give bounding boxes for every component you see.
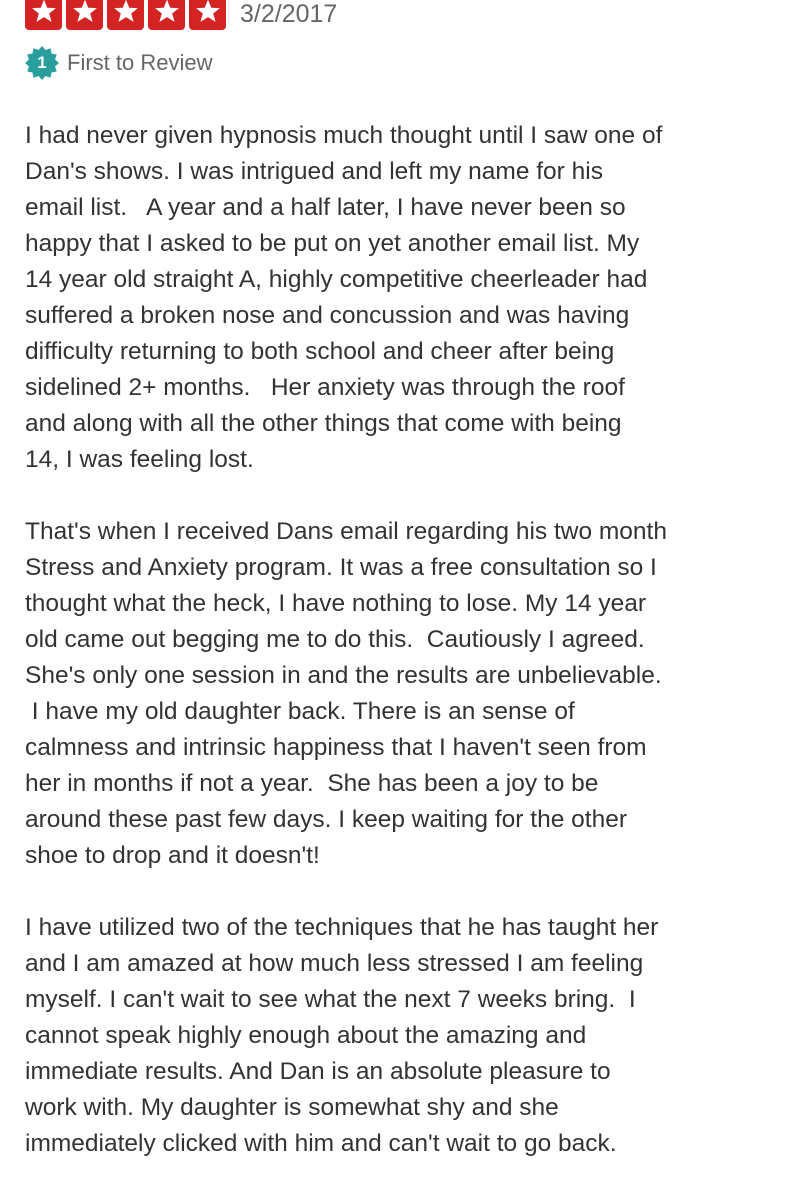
review-line: happy that I asked to be put on yet another email list. My <box>25 230 640 257</box>
review-line: calmness and intrinsic happiness that I haven't seen from <box>25 734 647 761</box>
review-date: 3/2/2017 <box>240 0 338 28</box>
review-line: She's only one session in and the results are unbelievable. <box>25 662 662 689</box>
review-line: and I am amazed at how much less stressed I am feeling <box>25 950 644 977</box>
star-rating <box>25 0 337 30</box>
stars <box>25 0 230 30</box>
star-icon <box>66 0 103 30</box>
review-line: I have utilized two of the techniques that he has taught her <box>25 914 659 941</box>
review-line: immediate results. And Dan is an absolute pleasure to <box>25 1058 611 1085</box>
review-line: and along with all the other things that come with being <box>25 410 622 437</box>
review-line: I had never given hypnosis much thought until I saw one of <box>25 122 663 149</box>
review-line: I have my old daughter back. There is an sense of <box>25 698 575 725</box>
review-line: difficulty returning to both school and cheer after being <box>25 338 615 365</box>
review-line: around these past few days. I keep waiting for the other <box>25 806 627 833</box>
review-line: That's when I received Dans email regarding his two month <box>25 518 667 545</box>
badge-icon <box>25 46 59 80</box>
review-paragraph <box>25 910 775 1162</box>
star-icon <box>148 0 185 30</box>
review-line: Stress and Anxiety program. It was a free consultation so I <box>25 554 657 581</box>
review-line: sidelined 2+ months. Her anxiety was through the roof <box>25 374 625 401</box>
review-line: 14 year old straight A, highly competitive cheerleader had <box>25 266 648 293</box>
review-line: cannot speak highly enough about the amazing and <box>25 1022 587 1049</box>
review-line: shoe to drop and it doesn't! <box>25 842 320 869</box>
review-line: thought what the heck, I have nothing to lose. My 14 year <box>25 590 647 617</box>
review-line: immediately clicked with him and can't wait to go back. <box>25 1130 617 1157</box>
review-line: 14, I was feeling lost. <box>25 446 254 473</box>
star-icon <box>25 0 62 30</box>
review-paragraph <box>25 118 775 478</box>
review-line: email list. A year and a half later, I have never been so <box>25 194 626 221</box>
review-line: suffered a broken nose and concussion and was having <box>25 302 630 329</box>
review-line: Dan's shows. I was intrigued and left my name for his <box>25 158 603 185</box>
badge-number: 1 <box>37 53 47 72</box>
review-line: old came out begging me to do this. Cautiously I agreed. <box>25 626 645 653</box>
review-line: work with. My daughter is somewhat shy and she <box>25 1094 559 1121</box>
review-line: myself. I can't wait to see what the next 7 weeks bring. I <box>25 986 636 1013</box>
review-paragraph <box>25 514 775 874</box>
star-icon <box>107 0 144 30</box>
first-to-review-badge <box>25 46 212 80</box>
badge-label: First to Review <box>67 50 213 75</box>
review-line: her in months if not a year. She has been a joy to be <box>25 770 599 797</box>
review-text <box>25 118 775 1198</box>
star-icon <box>189 0 226 30</box>
